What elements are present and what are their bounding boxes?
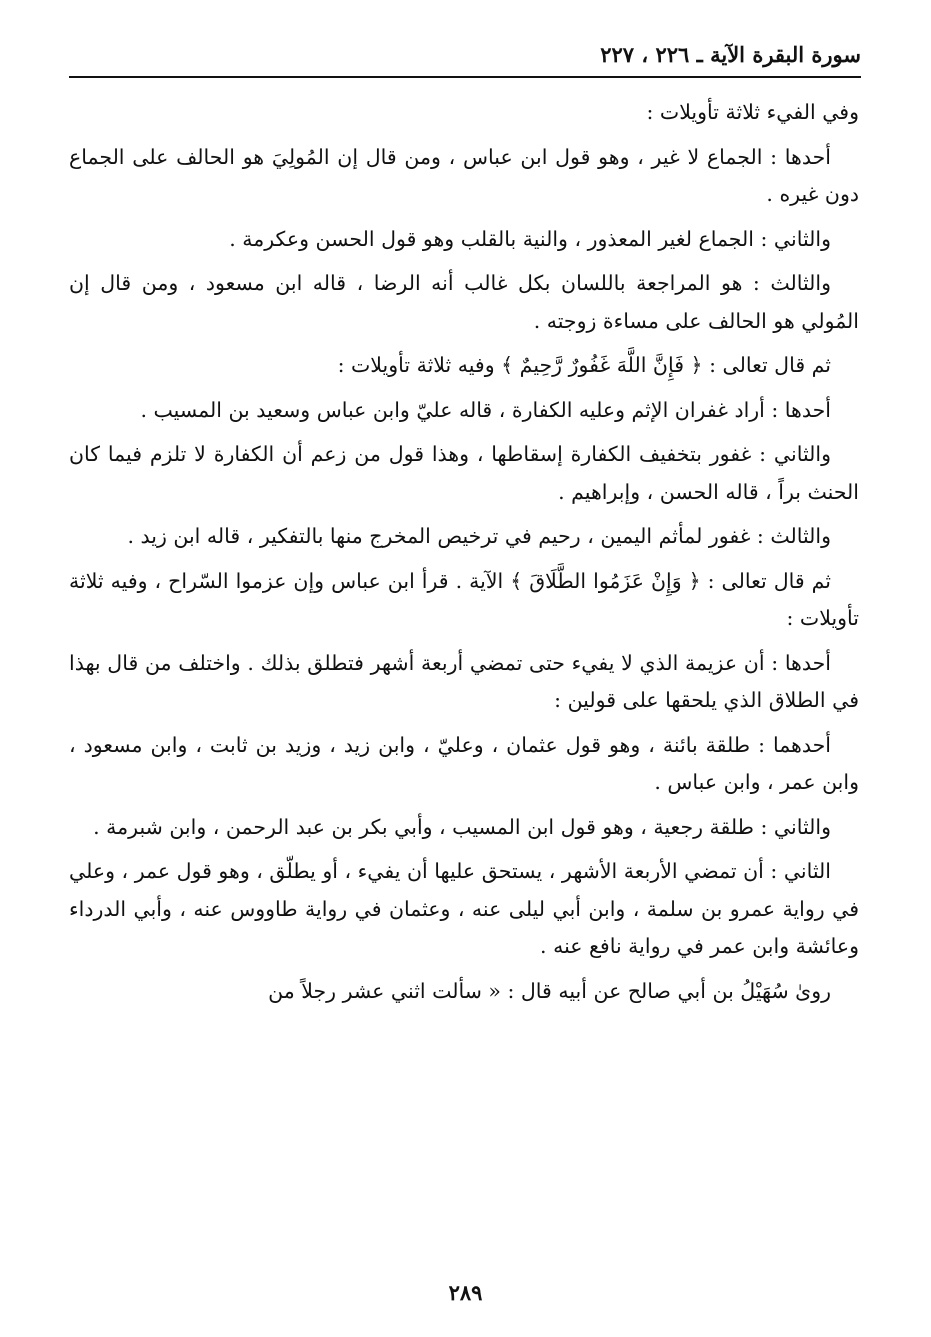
- paragraph: الثاني : أن تمضي الأربعة الأشهر ، يستحق عليها أن يفيء ، أو يطلّق ، وهو قول عمر ، وعلي في رواية عمرو بن سلمة ، وابن أبي ليلى عنه ، وعثمان في رواية طاووس عنه ، وأبي الدرداء وعائشة وابن عمر في رواية نافع عنه .: [69, 859, 859, 958]
- paragraph-verse-ghafur: ثم قال تعالى : ﴿ فَإِنَّ اللَّهَ غَفُورٌ رَّحِيمٌ ﴾ وفيه ثلاثة تأويلات :: [337, 353, 831, 377]
- paragraph: أحدها : أراد غفران الإثم وعليه الكفارة ، قاله عليّ وابن عباس وسعيد بن المسيب .: [140, 397, 831, 422]
- page-number: ٢٨٩: [448, 1280, 483, 1305]
- paragraph: والثالث : هو المراجعة باللسان بكل غالب أنه الرضا ، قاله ابن مسعود ، ومن قال إن المُولي هو الحالف على مساءة زوجته .: [69, 271, 859, 333]
- paragraph: أحدهما : طلقة بائنة ، وهو قول عثمان ، وعليّ ، وابن زيد ، وزيد بن ثابت ، وابن مسعود ، وابن عمر ، وابن عباس .: [69, 732, 859, 794]
- paragraph: أحدها : أن عزيمة الذي لا يفيء حتى تمضي أربعة أشهر فتطلق بذلك . واختلف من قال بهذا في الطلاق الذي يلحقها على قولين :: [69, 650, 859, 712]
- paragraph: روىٰ سُهَيْلُ بن أبي صالح عن أبيه قال : « سألت اثني عشر رجلاً من: [268, 978, 831, 1003]
- running-header-title: سورة البقرة الآية ـ ٢٢٦ ، ٢٢٧: [600, 42, 861, 67]
- paragraph: والثاني : الجماع لغير المعذور ، والنية بالقلب وهو قول الحسن وعكرمة .: [229, 226, 831, 251]
- paragraph: والثاني : غفور بتخفيف الكفارة إسقاطها ، وهذا قول من زعم أن الكفارة لا تلزم فيما كان الحنث براً ، قاله الحسن ، وإبراهيم .: [69, 442, 859, 504]
- paragraph: والثالث : غفور لمأثم اليمين ، رحيم في ترخيص المخرج منها بالتفكير ، قاله ابن زيد .: [127, 524, 831, 548]
- paragraph-intro-fay: وفي الفيء ثلاثة تأويلات :: [646, 100, 859, 124]
- running-header: [69, 40, 861, 78]
- paragraph-verse-talaq: ثم قال تعالى : ﴿ وَإِنْ عَزَمُوا الطَّلَاقَ ﴾ الآية . قرأ ابن عباس وإن عزموا السّراح ، وفيه ثلاثة تأويلات :: [69, 568, 859, 630]
- paragraph: والثاني : طلقة رجعية ، وهو قول ابن المسيب ، وأبي بكر بن عبد الرحمن ، وابن شبرمة .: [93, 814, 831, 839]
- body-text: [69, 94, 859, 1017]
- paragraph: أحدها : الجماع لا غير ، وهو قول ابن عباس ، ومن قال إن المُولِيَ هو الحالف على الجماع دون غيره .: [69, 144, 859, 206]
